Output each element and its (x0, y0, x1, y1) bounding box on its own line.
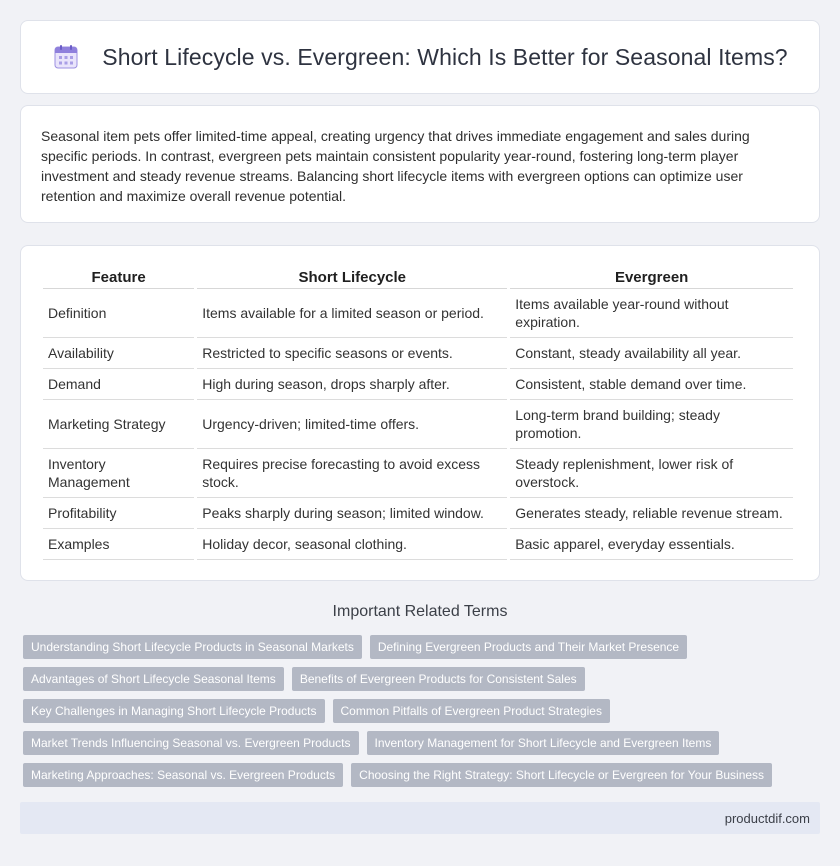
row-feature: Examples (43, 529, 194, 560)
comparison-table-card (20, 245, 820, 581)
row-short-lifecycle: Peaks sharply during season; limited window. (197, 498, 507, 529)
row-evergreen: Items available year-round without expiration. (510, 289, 793, 338)
comparison-table (40, 265, 796, 560)
table-row (43, 338, 793, 369)
table-row (43, 498, 793, 529)
header-feature: Feature (43, 265, 194, 289)
table-row (43, 289, 793, 338)
related-term-tag[interactable]: Marketing Approaches: Seasonal vs. Evergreen Products (23, 763, 343, 787)
footer (20, 802, 820, 834)
table-row (43, 529, 793, 560)
table-row (43, 369, 793, 400)
row-evergreen: Generates steady, reliable revenue stream. (510, 498, 793, 529)
table-row (43, 400, 793, 449)
related-term-tag[interactable]: Common Pitfalls of Evergreen Product Strategies (333, 699, 610, 723)
row-evergreen: Basic apparel, everyday essentials. (510, 529, 793, 560)
header-evergreen: Evergreen (510, 265, 793, 289)
row-feature: Marketing Strategy (43, 400, 194, 449)
related-term-tag[interactable]: Benefits of Evergreen Products for Consistent Sales (292, 667, 585, 691)
header-card (20, 20, 820, 94)
related-term-tag[interactable]: Market Trends Influencing Seasonal vs. Evergreen Products (23, 731, 359, 755)
related-term-tag[interactable]: Inventory Management for Short Lifecycle and Evergreen Items (367, 731, 720, 755)
related-terms-list (23, 635, 823, 795)
table-header-row (43, 265, 793, 289)
row-feature: Profitability (43, 498, 194, 529)
row-evergreen: Constant, steady availability all year. (510, 338, 793, 369)
related-term-tag[interactable]: Choosing the Right Strategy: Short Lifecycle or Evergreen for Your Business (351, 763, 772, 787)
row-feature: Availability (43, 338, 194, 369)
table-row (43, 449, 793, 498)
row-short-lifecycle: Items available for a limited season or period. (197, 289, 507, 338)
related-term-tag[interactable]: Advantages of Short Lifecycle Seasonal Items (23, 667, 284, 691)
row-feature: Demand (43, 369, 194, 400)
footer-site-link[interactable]: productdif.com (724, 811, 810, 826)
row-evergreen: Long-term brand building; steady promotion. (510, 400, 793, 449)
row-short-lifecycle: High during season, drops sharply after. (197, 369, 507, 400)
row-short-lifecycle: Holiday decor, seasonal clothing. (197, 529, 507, 560)
row-short-lifecycle: Requires precise forecasting to avoid excess stock. (197, 449, 507, 498)
row-evergreen: Steady replenishment, lower risk of overstock. (510, 449, 793, 498)
row-short-lifecycle: Urgency-driven; limited-time offers. (197, 400, 507, 449)
intro-text: Seasonal item pets offer limited-time appeal, creating urgency that drives immediate engagement and sales during specific periods. In contrast, evergreen pets maintain consistent popularity year-round, fostering long-term player investment and steady revenue streams. Balancing short lifecycle items with evergreen options can optimize user retention and maximize overall revenue potential. (41, 128, 750, 204)
row-feature: Definition (43, 289, 194, 338)
page-title: Short Lifecycle vs. Evergreen: Which Is Better for Seasonal Items? (102, 43, 788, 70)
header-short-lifecycle: Short Lifecycle (197, 265, 507, 289)
related-term-tag[interactable]: Understanding Short Lifecycle Products in Seasonal Markets (23, 635, 362, 659)
row-short-lifecycle: Restricted to specific seasons or events. (197, 338, 507, 369)
row-feature: Inventory Management (43, 449, 194, 498)
calendar-icon (52, 43, 80, 71)
row-evergreen: Consistent, stable demand over time. (510, 369, 793, 400)
intro-card (20, 105, 820, 223)
related-term-tag[interactable]: Defining Evergreen Products and Their Market Presence (370, 635, 687, 659)
related-term-tag[interactable]: Key Challenges in Managing Short Lifecycle Products (23, 699, 325, 723)
related-terms-title: Important Related Terms (332, 603, 508, 620)
